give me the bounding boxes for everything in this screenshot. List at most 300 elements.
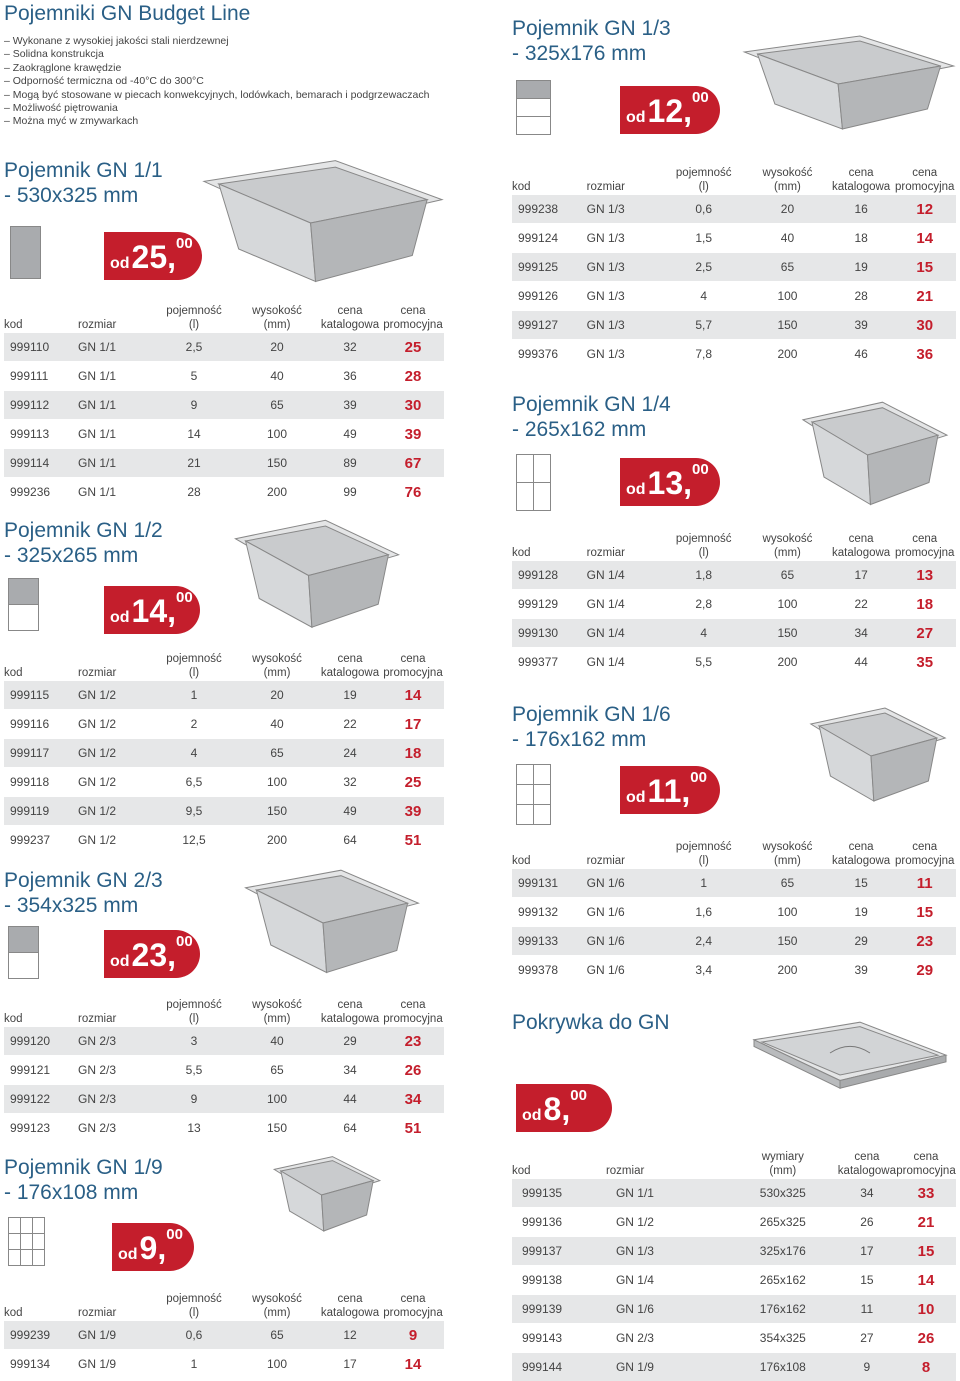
column-header (661, 154, 746, 195)
price-prefix: od (118, 1247, 138, 1263)
table-row (512, 311, 956, 340)
price-value: 9, (140, 1233, 167, 1263)
price-prefix: od (110, 610, 130, 626)
table-cell: 44 (829, 648, 894, 677)
header-text: cena (338, 999, 363, 1011)
gn-container-image (242, 868, 422, 978)
price-badge (620, 458, 720, 506)
column-header (606, 1138, 728, 1179)
column-header (4, 986, 78, 1027)
column-header (382, 292, 444, 333)
table-cell: 999124 (512, 224, 587, 253)
table-cell: 6,5 (152, 768, 236, 797)
table-cell: 15 (838, 1266, 896, 1295)
table-cell: 64 (318, 1114, 382, 1143)
table-row (512, 561, 956, 590)
table-row (512, 590, 956, 619)
price-cents: 00 (690, 770, 707, 785)
table-cell: 999378 (512, 956, 587, 985)
table-cell: 2,4 (661, 927, 746, 956)
table-cell: 64 (318, 826, 382, 855)
table-cell: GN 1/9 (78, 1321, 152, 1350)
header-text: rozmiar (587, 547, 625, 559)
promo-price: 30 (382, 391, 444, 420)
table-cell: 0,6 (661, 195, 746, 224)
grid-cell (32, 1233, 45, 1250)
grid-cell (8, 952, 39, 979)
table-cell: 999377 (512, 648, 587, 677)
header-text: cena (912, 841, 937, 853)
table-cell: GN 1/4 (587, 561, 662, 590)
table-row (4, 1085, 444, 1114)
header-text: cena (401, 305, 426, 317)
table-cell: GN 1/6 (587, 898, 662, 927)
promo-price: 21 (896, 1208, 956, 1237)
table-cell: 2,5 (661, 253, 746, 282)
promo-price: 51 (382, 826, 444, 855)
price-table (4, 640, 444, 854)
column-header (838, 1138, 896, 1179)
price-prefix: od (626, 110, 646, 126)
table-cell: 24 (318, 739, 382, 768)
promo-price: 67 (382, 449, 444, 478)
header-text: (mm) (774, 547, 801, 559)
column-header (829, 520, 894, 561)
column-header (4, 640, 78, 681)
promo-price: 8 (896, 1353, 956, 1381)
table-cell: 999144 (512, 1353, 606, 1381)
table-row (512, 282, 956, 311)
table-cell: 11 (838, 1295, 896, 1324)
header-text: katalogowa (832, 855, 890, 867)
table-cell: GN 1/3 (587, 253, 662, 282)
table-cell: 17 (318, 1350, 382, 1379)
header-text: katalogowa (838, 1165, 896, 1177)
table-cell: 28 (829, 282, 894, 311)
table-row (4, 420, 444, 449)
column-header (893, 520, 956, 561)
table-cell: 40 (236, 710, 318, 739)
page-title: Pojemniki GN Budget Line (4, 2, 250, 26)
table-cell: 3 (152, 1027, 236, 1056)
table-cell: 4 (661, 282, 746, 311)
header-text: wysokość (252, 653, 302, 665)
column-header (318, 1280, 382, 1321)
table-cell: 1,6 (661, 898, 746, 927)
table-cell: 2 (152, 710, 236, 739)
price-cents: 00 (166, 1227, 183, 1242)
price-cents: 00 (692, 90, 709, 105)
grid-cell (8, 578, 39, 605)
header-text: promocyjna (896, 1165, 955, 1177)
price-value: 11, (648, 776, 691, 806)
table-row (4, 681, 444, 710)
header-text: cena (338, 653, 363, 665)
table-cell: 354x325 (728, 1324, 838, 1353)
grid-cell (533, 454, 551, 483)
promo-price: 25 (382, 333, 444, 362)
table-cell: GN 1/4 (587, 619, 662, 648)
table-cell: 999376 (512, 340, 587, 369)
header-text: wysokość (252, 1293, 302, 1305)
table-row (4, 1056, 444, 1085)
column-header (318, 640, 382, 681)
column-header (78, 986, 152, 1027)
table-cell: 999236 (4, 478, 78, 507)
table-cell: 999111 (4, 362, 78, 391)
grid-cell (516, 804, 534, 825)
table-row (4, 391, 444, 420)
table-cell: 65 (236, 1056, 318, 1085)
header-text: rozmiar (78, 667, 116, 679)
table-cell: 999136 (512, 1208, 606, 1237)
promo-price: 14 (893, 224, 956, 253)
section-title: Pojemnik GN 1/3 - 325x176 mm (512, 16, 671, 66)
price-value: 13, (648, 468, 692, 498)
header-text: (l) (189, 319, 199, 331)
column-header (152, 1280, 236, 1321)
table-header (512, 520, 956, 561)
table-cell: 20 (236, 333, 318, 362)
table-row (512, 253, 956, 282)
table-cell: 999131 (512, 869, 587, 898)
column-header (236, 640, 318, 681)
price-badge (620, 86, 720, 134)
grid-cell (516, 482, 534, 511)
table-cell: 100 (236, 768, 318, 797)
promo-price: 13 (893, 561, 956, 590)
price-value: 14, (132, 596, 176, 626)
table-cell: 999139 (512, 1295, 606, 1324)
header-text: (l) (699, 855, 709, 867)
table-row (512, 1295, 956, 1324)
table-cell: GN 1/1 (78, 420, 152, 449)
promo-price: 29 (893, 956, 956, 985)
header-text: cena (912, 533, 937, 545)
table-cell: GN 1/2 (606, 1208, 728, 1237)
table-cell: 12 (318, 1321, 382, 1350)
table-cell: GN 1/6 (587, 869, 662, 898)
column-header (152, 986, 236, 1027)
table-cell: 176x108 (728, 1353, 838, 1381)
table-cell: GN 1/9 (606, 1353, 728, 1381)
table-cell: 999119 (4, 797, 78, 826)
table-cell: 999122 (4, 1085, 78, 1114)
promo-price: 27 (893, 619, 956, 648)
grid-cell (32, 1217, 45, 1234)
table-cell: GN 1/9 (78, 1350, 152, 1379)
header-text: rozmiar (78, 319, 116, 331)
table-cell: 265x325 (728, 1208, 838, 1237)
table-cell: 26 (838, 1208, 896, 1237)
header-text: (l) (189, 1013, 199, 1025)
price-table (512, 520, 956, 676)
table-cell: 65 (236, 1321, 318, 1350)
header-text: (mm) (264, 1307, 291, 1319)
header-text: katalogowa (321, 667, 379, 679)
table-cell: 39 (318, 391, 382, 420)
gn-container-image (232, 518, 402, 633)
header-text: kod (512, 181, 531, 193)
grid-cell (516, 116, 551, 135)
header-text: (l) (699, 547, 709, 559)
table-cell: GN 1/1 (78, 449, 152, 478)
header-text: katalogowa (832, 181, 890, 193)
column-header (152, 292, 236, 333)
column-header (746, 154, 829, 195)
price-badge (104, 232, 202, 280)
column-header (78, 292, 152, 333)
promo-price: 17 (382, 710, 444, 739)
table-cell: 32 (318, 333, 382, 362)
table-row (512, 224, 956, 253)
price-table (4, 986, 444, 1142)
table-cell: GN 1/2 (78, 768, 152, 797)
column-header (587, 154, 662, 195)
table-cell: 999239 (4, 1321, 78, 1350)
grid-cell (533, 764, 551, 785)
header-text: (mm) (769, 1165, 796, 1177)
table-cell: 999135 (512, 1179, 606, 1208)
column-header (4, 292, 78, 333)
table-cell: 999138 (512, 1266, 606, 1295)
table-cell: 20 (236, 681, 318, 710)
grid-cell (516, 784, 534, 805)
grid-cell (32, 1249, 45, 1266)
table-cell: GN 1/1 (78, 478, 152, 507)
column-header (728, 1138, 838, 1179)
section-title: Pokrywka do GN (512, 1010, 670, 1035)
table-cell: GN 1/1 (78, 391, 152, 420)
table-row (512, 1237, 956, 1266)
table-cell: 2,8 (661, 590, 746, 619)
section-title: Pojemnik GN 2/3 - 354x325 mm (4, 868, 163, 918)
promo-price: 10 (896, 1295, 956, 1324)
header-text: (mm) (774, 181, 801, 193)
header-text: (l) (189, 667, 199, 679)
header-text: (l) (189, 1307, 199, 1319)
promo-price: 15 (893, 898, 956, 927)
feature-item: – Wykonane z wysokiej jakości stali nierdzewnej (4, 35, 429, 48)
table-header (4, 292, 444, 333)
table-cell: 999120 (4, 1027, 78, 1056)
header-text: promocyjna (383, 667, 442, 679)
header-text: (l) (699, 181, 709, 193)
promo-price: 26 (382, 1056, 444, 1085)
price-value: 23, (132, 940, 176, 970)
table-cell: 100 (746, 898, 829, 927)
grid-cell (516, 98, 551, 117)
table-row (4, 478, 444, 507)
column-header (382, 640, 444, 681)
header-text: cena (849, 841, 874, 853)
table-cell: 29 (318, 1027, 382, 1056)
table-cell: 65 (746, 869, 829, 898)
table-row (4, 739, 444, 768)
column-header (512, 154, 587, 195)
table-header (512, 828, 956, 869)
table-cell: 22 (318, 710, 382, 739)
table-cell: 999114 (4, 449, 78, 478)
table-cell: 150 (236, 1114, 318, 1143)
table-cell: GN 1/1 (606, 1179, 728, 1208)
table-cell: 19 (318, 681, 382, 710)
table-cell: GN 1/3 (606, 1237, 728, 1266)
table-cell: GN 2/3 (78, 1085, 152, 1114)
price-table (4, 292, 444, 506)
promo-price: 23 (893, 927, 956, 956)
table-cell: 9 (838, 1353, 896, 1381)
header-text: rozmiar (78, 1013, 116, 1025)
feature-item: – Solidna konstrukcja (4, 48, 429, 61)
table-cell: 999238 (512, 195, 587, 224)
table-cell: 2,5 (152, 333, 236, 362)
header-text: cena (849, 533, 874, 545)
table-cell: 999128 (512, 561, 587, 590)
table-cell: 1 (152, 1350, 236, 1379)
table-cell: GN 1/3 (587, 340, 662, 369)
table-cell: 100 (236, 1085, 318, 1114)
header-text: promocyjna (895, 181, 954, 193)
table-cell: GN 1/2 (78, 710, 152, 739)
section-title: Pojemnik GN 1/4 - 265x162 mm (512, 392, 671, 442)
table-cell: 999127 (512, 311, 587, 340)
table-cell: 9 (152, 391, 236, 420)
column-header (661, 828, 746, 869)
table-cell: 150 (236, 449, 318, 478)
price-table (4, 1280, 444, 1378)
table-header (4, 1280, 444, 1321)
promo-price: 21 (893, 282, 956, 311)
table-row (4, 1027, 444, 1056)
table-cell: 5,5 (152, 1056, 236, 1085)
column-header (896, 1138, 956, 1179)
header-text: (mm) (264, 1013, 291, 1025)
price-prefix: od (522, 1108, 542, 1124)
header-text: rozmiar (587, 855, 625, 867)
promo-price: 51 (382, 1114, 444, 1143)
column-header (587, 520, 662, 561)
table-cell: 3,4 (661, 956, 746, 985)
column-header (746, 828, 829, 869)
header-text: kod (512, 855, 531, 867)
table-cell: 100 (746, 590, 829, 619)
header-text: kod (4, 1307, 23, 1319)
table-cell: 34 (318, 1056, 382, 1085)
table-cell: 999110 (4, 333, 78, 362)
table-cell: 999112 (4, 391, 78, 420)
promo-price: 25 (382, 768, 444, 797)
table-cell: 5,5 (661, 648, 746, 677)
table-row (512, 1324, 956, 1353)
feature-item: – Odporność termiczna od -40°C do 300°C (4, 75, 429, 88)
header-text: katalogowa (832, 547, 890, 559)
promo-price: 35 (893, 648, 956, 677)
price-badge (104, 586, 200, 634)
price-badge (112, 1223, 194, 1271)
table-cell: 4 (661, 619, 746, 648)
table-cell: GN 1/1 (78, 333, 152, 362)
table-cell: 999133 (512, 927, 587, 956)
table-cell: 12,5 (152, 826, 236, 855)
header-text: pojemność (676, 167, 732, 179)
table-cell: 999143 (512, 1324, 606, 1353)
header-text: wysokość (252, 305, 302, 317)
header-text: pojemność (676, 533, 732, 545)
promo-price: 39 (382, 797, 444, 826)
price-value: 12, (648, 96, 692, 126)
promo-price: 11 (893, 869, 956, 898)
feature-item: – Zaokrąglone krawędzie (4, 62, 429, 75)
column-header (512, 1138, 606, 1179)
table-row (512, 1179, 956, 1208)
table-cell: 34 (829, 619, 894, 648)
table-cell: 999115 (4, 681, 78, 710)
header-text: cena (338, 1293, 363, 1305)
table-cell: GN 1/6 (587, 956, 662, 985)
header-text: promocyjna (383, 1013, 442, 1025)
column-header (318, 292, 382, 333)
table-row (512, 1353, 956, 1381)
header-text: rozmiar (78, 1307, 116, 1319)
table-cell: 200 (236, 478, 318, 507)
promo-price: 15 (893, 253, 956, 282)
header-text: cena (854, 1151, 879, 1163)
table-row (512, 1208, 956, 1237)
table-cell: GN 2/3 (78, 1114, 152, 1143)
grid-cell (10, 226, 41, 279)
table-cell: 34 (838, 1179, 896, 1208)
table-cell: GN 1/3 (587, 282, 662, 311)
promo-price: 76 (382, 478, 444, 507)
column-header (78, 1280, 152, 1321)
table-cell: 1 (661, 869, 746, 898)
table-cell: 200 (746, 340, 829, 369)
table-cell: 7,8 (661, 340, 746, 369)
price-value: 8, (544, 1094, 571, 1124)
header-text: pojemność (166, 305, 222, 317)
table-cell: 44 (318, 1085, 382, 1114)
header-text: katalogowa (321, 1013, 379, 1025)
table-cell: 19 (829, 898, 894, 927)
price-badge (620, 766, 720, 814)
table-cell: 5 (152, 362, 236, 391)
column-header (382, 986, 444, 1027)
table-cell: 325x176 (728, 1237, 838, 1266)
promo-price: 14 (896, 1266, 956, 1295)
price-value: 25, (132, 242, 176, 272)
header-text: rozmiar (606, 1165, 644, 1177)
table-cell: 4 (152, 739, 236, 768)
table-cell: 999132 (512, 898, 587, 927)
gn-container-image (199, 158, 447, 288)
table-cell: 1,8 (661, 561, 746, 590)
header-text: cena (914, 1151, 939, 1163)
table-cell: GN 1/3 (587, 224, 662, 253)
header-text: kod (4, 667, 23, 679)
table-cell: 39 (829, 311, 894, 340)
feature-item: – Można myć w zmywarkach (4, 115, 429, 128)
table-row (512, 340, 956, 369)
table-row (4, 1350, 444, 1379)
table-cell: 27 (838, 1324, 896, 1353)
column-header (829, 154, 894, 195)
table-header (512, 154, 956, 195)
table-cell: 999113 (4, 420, 78, 449)
header-text: rozmiar (587, 181, 625, 193)
header-text: cena (849, 167, 874, 179)
table-cell: 1,5 (661, 224, 746, 253)
